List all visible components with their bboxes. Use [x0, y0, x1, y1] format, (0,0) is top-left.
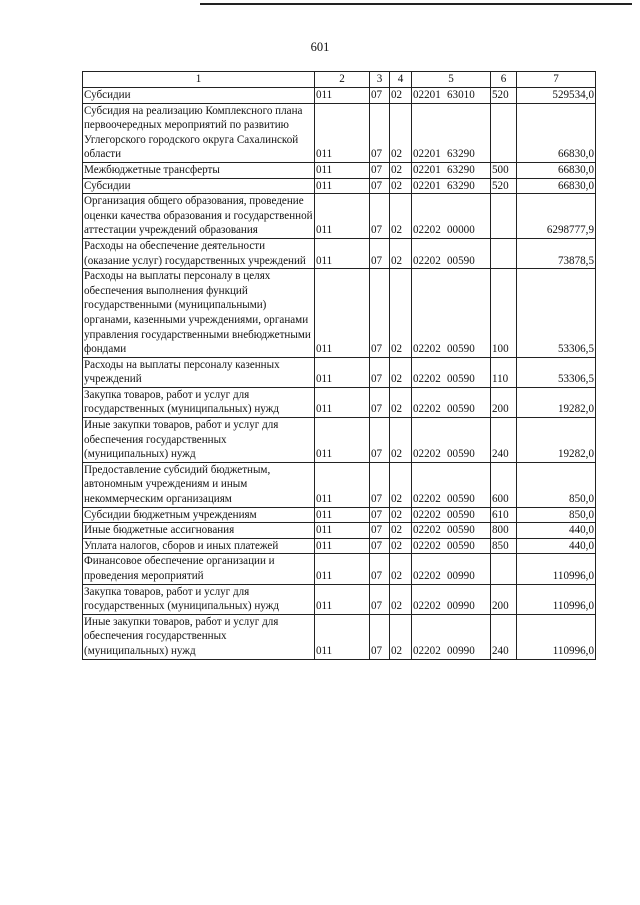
- expense-name-cell: Закупка товаров, работ и услуг для государственных (муниципальных) нужд: [83, 387, 315, 417]
- table-body: [83, 88, 596, 660]
- expense-type-code-cell: 110: [491, 357, 517, 387]
- section-code-cell: 07: [370, 507, 390, 523]
- target-article-program-code: 02202: [413, 493, 441, 506]
- target-article-cell: [412, 357, 491, 387]
- subsection-code-cell: 02: [390, 523, 412, 539]
- target-article-program-code: 02202: [413, 373, 441, 386]
- administrator-code-cell: 011: [315, 507, 370, 523]
- expense-type-code-cell: 520: [491, 88, 517, 104]
- section-code-cell: 07: [370, 554, 390, 584]
- target-article-program-code: 02202: [413, 644, 441, 657]
- administrator-code-cell: 011: [315, 238, 370, 268]
- expense-type-code-cell: 800: [491, 523, 517, 539]
- administrator-code-cell: 011: [315, 103, 370, 162]
- expense-name-cell: Закупка товаров, работ и услуг для государственных (муниципальных) нужд: [83, 584, 315, 614]
- target-article-cell: [412, 523, 491, 539]
- section-code-cell: 07: [370, 614, 390, 659]
- expense-name-cell: Иные закупки товаров, работ и услуг для обеспечения государственных (муниципальных) нужд: [83, 418, 315, 463]
- administrator-code-cell: 011: [315, 418, 370, 463]
- section-code-cell: 07: [370, 418, 390, 463]
- amount-cell: 19282,0: [517, 387, 596, 417]
- target-article-direction-code: 00590: [447, 539, 475, 552]
- expense-name-cell: Предоставление субсидий бюджетным, автономным учреждениям и иным некоммерческим организациям: [83, 462, 315, 507]
- target-article-cell: [412, 238, 491, 268]
- target-article-direction-code: 00590: [447, 493, 475, 506]
- target-article-program-code: 02202: [413, 224, 441, 237]
- scan-top-border-line: [200, 3, 632, 5]
- expense-name-cell: Межбюджетные трансферты: [83, 162, 315, 178]
- column-header-5: 5: [412, 72, 491, 88]
- table-row: [83, 462, 596, 507]
- amount-cell: 19282,0: [517, 418, 596, 463]
- amount-cell: 53306,5: [517, 357, 596, 387]
- expense-type-code-cell: 600: [491, 462, 517, 507]
- column-header-7: 7: [517, 72, 596, 88]
- target-article-program-code: 02201: [413, 179, 441, 192]
- target-article-direction-code: 63290: [447, 179, 475, 192]
- table-row: [83, 103, 596, 162]
- table-row: [83, 584, 596, 614]
- administrator-code-cell: 011: [315, 88, 370, 104]
- expense-type-code-cell: 500: [491, 162, 517, 178]
- target-article-program-code: 02201: [413, 89, 441, 101]
- subsection-code-cell: 02: [390, 462, 412, 507]
- column-header-4: 4: [390, 72, 412, 88]
- subsection-code-cell: 02: [390, 584, 412, 614]
- section-code-cell: 07: [370, 538, 390, 554]
- section-code-cell: 07: [370, 584, 390, 614]
- subsection-code-cell: 02: [390, 269, 412, 358]
- section-code-cell: 07: [370, 357, 390, 387]
- expense-name-cell: Субсидии: [83, 88, 315, 104]
- administrator-code-cell: 011: [315, 357, 370, 387]
- administrator-code-cell: 011: [315, 462, 370, 507]
- target-article-direction-code: 00990: [447, 644, 475, 657]
- target-article-direction-code: 00000: [447, 224, 475, 237]
- amount-cell: 66830,0: [517, 178, 596, 194]
- target-article-program-code: 02202: [413, 343, 441, 356]
- section-code-cell: 07: [370, 88, 390, 104]
- target-article-program-code: 02202: [413, 570, 441, 582]
- section-code-cell: 07: [370, 103, 390, 162]
- target-article-cell: [412, 162, 491, 178]
- expense-type-code-cell: [491, 103, 517, 162]
- expense-type-code-cell: 610: [491, 507, 517, 523]
- expense-type-code-cell: 240: [491, 614, 517, 659]
- expense-type-code-cell: 850: [491, 538, 517, 554]
- expense-type-code-cell: 200: [491, 387, 517, 417]
- subsection-code-cell: 02: [390, 103, 412, 162]
- expense-name-cell: Иные бюджетные ассигнования: [83, 523, 315, 539]
- subsection-code-cell: 02: [390, 387, 412, 417]
- amount-cell: 66830,0: [517, 103, 596, 162]
- section-code-cell: 07: [370, 462, 390, 507]
- target-article-program-code: 02202: [413, 254, 441, 267]
- expense-name-cell: Субсидии: [83, 178, 315, 194]
- table-row: [83, 538, 596, 554]
- table-row: [83, 507, 596, 523]
- target-article-direction-code: 00590: [447, 403, 475, 416]
- subsection-code-cell: 02: [390, 178, 412, 194]
- target-article-program-code: 02202: [413, 539, 441, 552]
- table-row: [83, 269, 596, 358]
- page-number: 601: [310, 40, 330, 54]
- target-article-cell: [412, 269, 491, 358]
- target-article-direction-code: 00590: [447, 254, 475, 267]
- target-article-cell: [412, 507, 491, 523]
- table-row: [83, 162, 596, 178]
- column-header-2: 2: [315, 72, 370, 88]
- target-article-cell: [412, 584, 491, 614]
- table-row: [83, 523, 596, 539]
- expense-name-cell: Расходы на выплаты персоналу в целях обеспечения выполнения функций государственными (муниципальными) органами, казенными учреждениями, органами управления государственными внебюджетными фондами: [83, 269, 315, 358]
- target-article-program-code: 02202: [413, 508, 441, 521]
- target-article-cell: [412, 538, 491, 554]
- administrator-code-cell: 011: [315, 614, 370, 659]
- target-article-program-code: 02202: [413, 403, 441, 416]
- target-article-cell: [412, 88, 491, 104]
- amount-cell: 110996,0: [517, 554, 596, 584]
- expense-type-code-cell: 200: [491, 584, 517, 614]
- section-code-cell: 07: [370, 194, 390, 239]
- administrator-code-cell: 011: [315, 554, 370, 584]
- section-code-cell: 07: [370, 269, 390, 358]
- expense-type-code-cell: 520: [491, 178, 517, 194]
- section-code-cell: 07: [370, 238, 390, 268]
- budget-table: [82, 71, 596, 660]
- target-article-direction-code: 00590: [447, 508, 475, 521]
- administrator-code-cell: 011: [315, 538, 370, 554]
- subsection-code-cell: 02: [390, 162, 412, 178]
- target-article-program-code: 02201: [413, 163, 441, 176]
- table-row: [83, 238, 596, 268]
- amount-cell: 850,0: [517, 507, 596, 523]
- target-article-direction-code: 00990: [447, 570, 475, 582]
- target-article-cell: [412, 418, 491, 463]
- target-article-direction-code: 63290: [447, 148, 475, 161]
- expense-type-code-cell: [491, 194, 517, 239]
- column-header-3: 3: [370, 72, 390, 88]
- administrator-code-cell: 011: [315, 269, 370, 358]
- amount-cell: 53306,5: [517, 269, 596, 358]
- target-article-program-code: 02202: [413, 524, 441, 537]
- target-article-direction-code: 00590: [447, 448, 475, 461]
- target-article-program-code: 02201: [413, 148, 441, 161]
- expense-name-cell: Субсидия на реализацию Комплексного плана первоочередных мероприятий по развитию Углегорского городского округа Сахалинской области: [83, 103, 315, 162]
- target-article-cell: [412, 554, 491, 584]
- amount-cell: 850,0: [517, 462, 596, 507]
- target-article-direction-code: 00590: [447, 373, 475, 386]
- section-code-cell: 07: [370, 387, 390, 417]
- target-article-direction-code: 63290: [447, 163, 475, 176]
- column-header-1: 1: [83, 72, 315, 88]
- table-row: [83, 554, 596, 584]
- amount-cell: 440,0: [517, 538, 596, 554]
- section-code-cell: 07: [370, 178, 390, 194]
- table-row: [83, 418, 596, 463]
- target-article-cell: [412, 462, 491, 507]
- subsection-code-cell: 02: [390, 88, 412, 104]
- subsection-code-cell: 02: [390, 194, 412, 239]
- subsection-code-cell: 02: [390, 554, 412, 584]
- subsection-code-cell: 02: [390, 357, 412, 387]
- administrator-code-cell: 011: [315, 178, 370, 194]
- expense-name-cell: Субсидии бюджетным учреждениям: [83, 507, 315, 523]
- expense-type-code-cell: [491, 554, 517, 584]
- administrator-code-cell: 011: [315, 387, 370, 417]
- subsection-code-cell: 02: [390, 614, 412, 659]
- amount-cell: 6298777,9: [517, 194, 596, 239]
- target-article-direction-code: 00590: [447, 343, 475, 356]
- column-header-6: 6: [491, 72, 517, 88]
- expense-name-cell: Расходы на обеспечение деятельности (оказание услуг) государственных учреждений: [83, 238, 315, 268]
- table-row: [83, 387, 596, 417]
- table-row: [83, 88, 596, 104]
- target-article-cell: [412, 103, 491, 162]
- target-article-direction-code: 00990: [447, 600, 475, 613]
- expense-name-cell: Расходы на выплаты персоналу казенных учреждений: [83, 357, 315, 387]
- amount-cell: 73878,5: [517, 238, 596, 268]
- subsection-code-cell: 02: [390, 238, 412, 268]
- table-row: [83, 614, 596, 659]
- table-row: [83, 178, 596, 194]
- target-article-cell: [412, 194, 491, 239]
- administrator-code-cell: 011: [315, 584, 370, 614]
- amount-cell: 66830,0: [517, 162, 596, 178]
- section-code-cell: 07: [370, 162, 390, 178]
- expense-name-cell: Финансовое обеспечение организации и проведения мероприятий: [83, 554, 315, 584]
- amount-cell: 110996,0: [517, 584, 596, 614]
- expense-type-code-cell: 240: [491, 418, 517, 463]
- target-article-program-code: 02202: [413, 448, 441, 461]
- expense-name-cell: Уплата налогов, сборов и иных платежей: [83, 538, 315, 554]
- table-row: [83, 357, 596, 387]
- section-code-cell: 07: [370, 523, 390, 539]
- administrator-code-cell: 011: [315, 523, 370, 539]
- administrator-code-cell: 011: [315, 194, 370, 239]
- target-article-cell: [412, 387, 491, 417]
- administrator-code-cell: 011: [315, 162, 370, 178]
- target-article-cell: [412, 178, 491, 194]
- subsection-code-cell: 02: [390, 418, 412, 463]
- expense-name-cell: Организация общего образования, проведение оценки качества образования и государственной аттестации учреждений образования: [83, 194, 315, 239]
- target-article-program-code: 02202: [413, 600, 441, 613]
- subsection-code-cell: 02: [390, 507, 412, 523]
- expense-type-code-cell: 100: [491, 269, 517, 358]
- target-article-direction-code: 63010: [447, 89, 475, 101]
- amount-cell: 110996,0: [517, 614, 596, 659]
- table-row: [83, 194, 596, 239]
- expense-name-cell: Иные закупки товаров, работ и услуг для обеспечения государственных (муниципальных) нужд: [83, 614, 315, 659]
- amount-cell: 529534,0: [517, 88, 596, 104]
- header-row: [83, 72, 596, 88]
- target-article-cell: [412, 614, 491, 659]
- subsection-code-cell: 02: [390, 538, 412, 554]
- amount-cell: 440,0: [517, 523, 596, 539]
- target-article-direction-code: 00590: [447, 524, 475, 537]
- expense-type-code-cell: [491, 238, 517, 268]
